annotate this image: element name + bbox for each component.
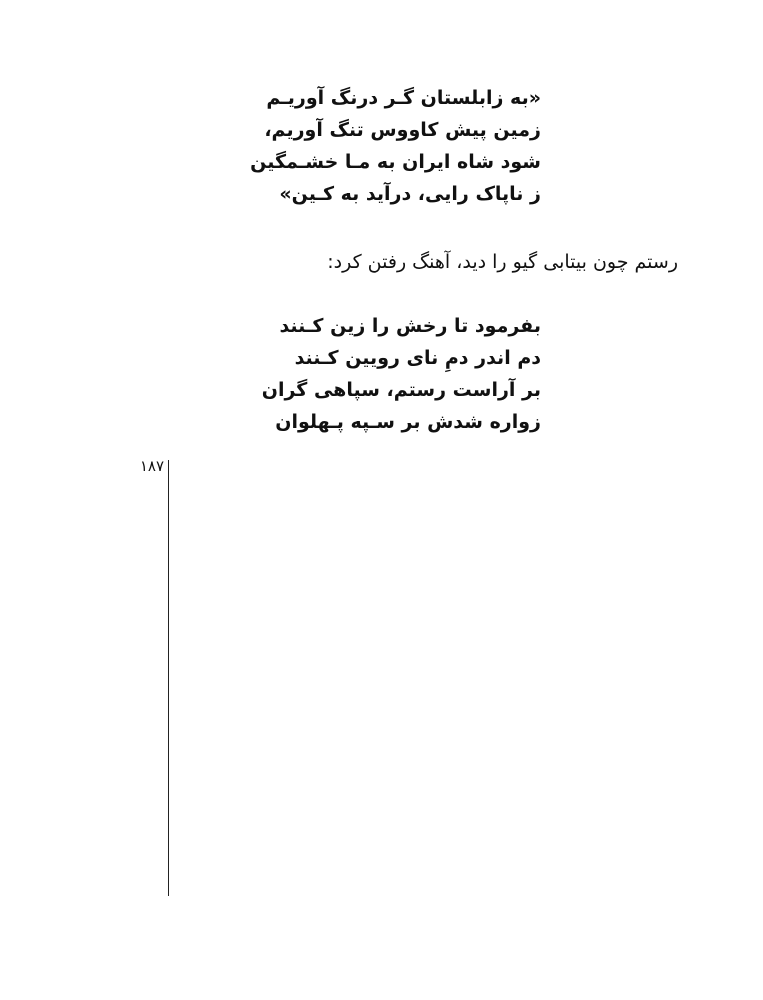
verse-line: دم اندر دمِ نای رویین کـنند — [294, 347, 541, 369]
verse-line: زمین پیش کاووس تنگ آوریم، — [264, 119, 541, 141]
verse-line: شود شاه ایران به مـا خشـمگین — [250, 151, 541, 173]
margin-rule — [168, 460, 169, 896]
verse-line: زواره شدش بر سـپه پـهلوان — [275, 411, 541, 433]
verse-line: ز ناپاک رایی، درآید به کـین» — [279, 183, 541, 205]
verse-line: بر آراست رستم، سپاهی گران — [261, 379, 541, 401]
verse-line: بفرمود تا رخش را زین کـنند — [279, 315, 541, 337]
verse-block-1 — [241, 82, 541, 210]
prose-line: رستم چون بیتابی گیو را دید، آهنگ رفتن کرد: — [327, 251, 678, 273]
verse-block-2 — [241, 310, 541, 438]
verse-line: «به زابلستان گـر درنگ آوریـم — [266, 87, 541, 109]
page-number: ۱۸۷ — [139, 457, 164, 475]
